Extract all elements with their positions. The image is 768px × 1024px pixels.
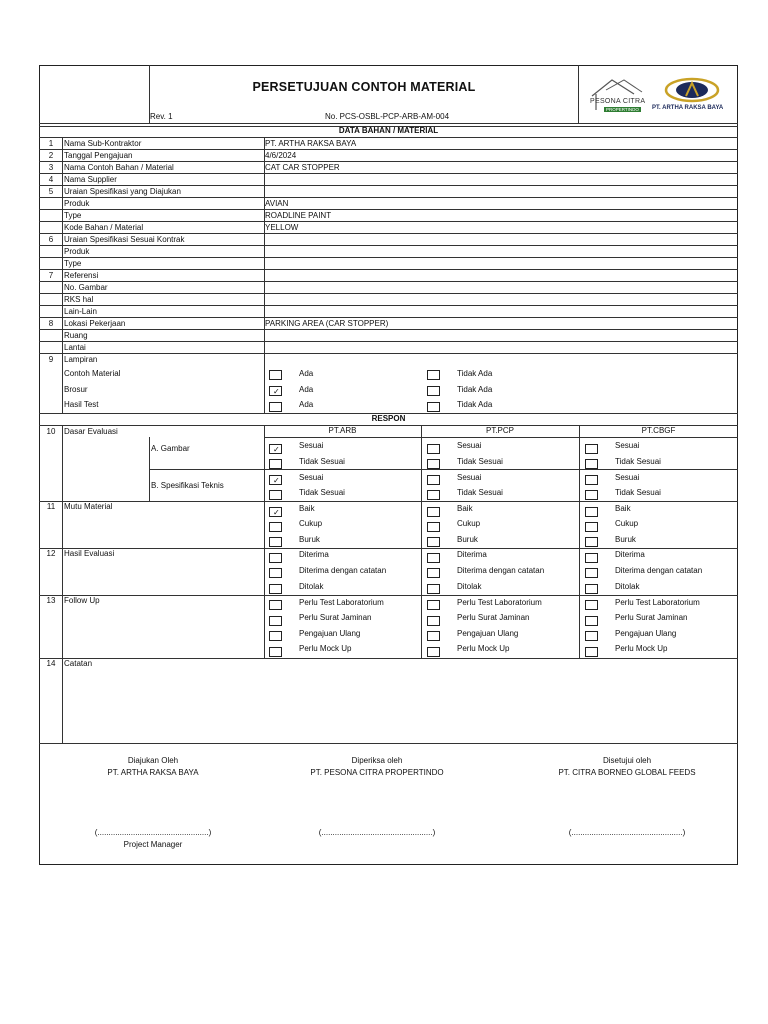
checkbox-cbgf-quality-cukup[interactable] [585, 522, 598, 532]
label-tech-spec: B. Spesifikasi Teknis [151, 481, 224, 490]
option-tidak-ada: Tidak Ada [457, 400, 493, 409]
checkbox-arb-followup-ulang[interactable] [269, 631, 282, 641]
value-type: ROADLINE PAINT [265, 211, 332, 220]
checkbox-pcp-result-diterima-catatan[interactable] [427, 568, 440, 578]
option-ada: Ada [299, 385, 314, 394]
label-follow-up: Follow Up [64, 596, 100, 605]
label-test-result: Hasil Test [64, 400, 99, 409]
signature-3-line: (..................................................) [568, 828, 686, 837]
option-cukup: Cukup [457, 519, 481, 528]
checkbox-pcp-quality-buruk[interactable] [427, 537, 440, 547]
label-contract-spec: Uraian Spesifikasi Sesuai Kontrak [64, 235, 185, 244]
label-rks: RKS hal [64, 295, 94, 304]
option-baik: Baik [457, 504, 473, 513]
signature-2-role: Diperiksa oleh [351, 756, 403, 765]
row-number: 9 [48, 355, 54, 364]
checkbox-cbgf-drawing-sesuai[interactable] [585, 444, 598, 454]
option-resubmission: Pengajuan Ulang [299, 629, 361, 638]
label-floor: Lantai [64, 343, 86, 352]
option-resubmission: Pengajuan Ulang [615, 629, 677, 638]
signature-1-role: Diajukan Oleh [127, 756, 179, 765]
label-contract-product: Produk [64, 247, 90, 256]
option-tidak-sesuai: Tidak Sesuai [299, 457, 345, 466]
row-number: 6 [48, 235, 54, 244]
value-sub-contractor: PT. ARTHA RAKSA BAYA [265, 139, 357, 148]
row-number: 11 [46, 502, 56, 511]
page-title: PERSETUJUAN CONTOH MATERIAL [252, 80, 476, 94]
option-lab-test: Perlu Test Laboratorium [615, 598, 700, 607]
column-header-arb: PT.ARB [328, 426, 357, 435]
value-product: AVIAN [265, 199, 289, 208]
option-tidak-ada: Tidak Ada [457, 369, 493, 378]
option-sesuai: Sesuai [299, 473, 324, 482]
label-material-name: Nama Contoh Bahan / Material [64, 163, 174, 172]
checkbox-arb-spec-sesuai[interactable] [269, 475, 282, 485]
row-number: 5 [48, 187, 54, 196]
label-contract-type: Type [64, 259, 82, 268]
value-material-name: CAT CAR STOPPER [265, 163, 340, 172]
pesona-logo-subtext: PROPERTINDO [606, 107, 639, 112]
check-mark-icon: ✓ [273, 508, 280, 517]
label-material-quality: Mutu Material [64, 502, 113, 511]
label-submission-date: Tanggal Pengajuan [64, 151, 133, 160]
row-number: 8 [48, 319, 54, 328]
artha-logo-text: PT. ARTHA RAKSA BAYA [652, 105, 724, 111]
checkbox-arb-drawing-tidak-sesuai[interactable] [269, 459, 282, 469]
option-diterima: Diterima [457, 550, 487, 559]
label-material-code: Kode Bahan / Material [64, 223, 144, 232]
checkbox-arb-drawing-sesuai[interactable] [269, 444, 282, 454]
option-sesuai: Sesuai [299, 441, 324, 450]
option-tidak-sesuai: Tidak Sesuai [457, 488, 503, 497]
checkbox-pcp-spec-sesuai[interactable] [427, 475, 440, 485]
label-attachments: Lampiran [64, 355, 98, 364]
pesona-logo-text: PESONA CITRA [590, 98, 646, 105]
row-number: 1 [48, 139, 54, 148]
label-others: Lain-Lain [64, 307, 97, 316]
artha-raksa-baya-logo [650, 76, 734, 118]
option-diterima: Diterima [299, 550, 329, 559]
checkbox-pcp-drawing-tidak-sesuai[interactable] [427, 459, 440, 469]
option-ada: Ada [299, 369, 314, 378]
option-lab-test: Perlu Test Laboratorium [299, 598, 384, 607]
option-diterima-catatan: Diterima dengan catatan [615, 566, 703, 575]
option-cukup: Cukup [615, 519, 639, 528]
section-data-title: DATA BAHAN / MATERIAL [338, 126, 439, 135]
row-number: 7 [48, 271, 54, 280]
value-work-location: PARKING AREA (CAR STOPPER) [265, 319, 389, 328]
label-material-sample: Contoh Material [64, 369, 121, 378]
label-reference: Referensi [64, 271, 99, 280]
option-mock-up: Perlu Mock Up [457, 644, 510, 653]
option-mock-up: Perlu Mock Up [299, 644, 352, 653]
column-header-pcp: PT.PCP [485, 426, 514, 435]
checkbox-sample-tidak-ada[interactable] [427, 370, 440, 380]
notes-area[interactable] [64, 670, 736, 740]
value-submission-date: 4/6/2024 [265, 151, 297, 160]
checkbox-arb-followup-jaminan[interactable] [269, 616, 282, 626]
option-diterima-catatan: Diterima dengan catatan [457, 566, 545, 575]
checkbox-pcp-drawing-sesuai[interactable] [427, 444, 440, 454]
checkbox-pcp-result-ditolak[interactable] [427, 584, 440, 594]
row-number: 14 [46, 659, 56, 668]
checkbox-cbgf-followup-lab[interactable] [585, 600, 598, 610]
label-drawing: A. Gambar [151, 444, 190, 453]
checkbox-pcp-quality-cukup[interactable] [427, 522, 440, 532]
checkbox-brochure-tidak-ada[interactable] [427, 386, 440, 396]
label-sub-contractor: Nama Sub-Kontraktor [64, 139, 142, 148]
checkbox-test-ada[interactable] [269, 402, 282, 412]
signature-1-company: PT. ARTHA RAKSA BAYA [107, 768, 199, 777]
option-tidak-sesuai: Tidak Sesuai [615, 488, 661, 497]
checkbox-sample-ada[interactable] [269, 370, 282, 380]
label-supplier: Nama Supplier [64, 175, 117, 184]
checkbox-cbgf-result-diterima-catatan[interactable] [585, 568, 598, 578]
check-mark-icon: ✓ [273, 476, 280, 485]
option-tidak-ada: Tidak Ada [457, 385, 493, 394]
label-room: Ruang [64, 331, 88, 340]
check-mark-icon: ✓ [273, 445, 280, 454]
signature-1-line: (..................................................) [94, 828, 212, 837]
label-submitted-spec: Uraian Spesifikasi yang Diajukan [64, 187, 181, 196]
option-ditolak: Ditolak [457, 582, 482, 591]
checkbox-cbgf-followup-ulang[interactable] [585, 631, 598, 641]
option-buruk: Buruk [457, 535, 478, 544]
option-diterima-catatan: Diterima dengan catatan [299, 566, 387, 575]
checkbox-cbgf-result-diterima[interactable] [585, 553, 598, 563]
option-mock-up: Perlu Mock Up [615, 644, 668, 653]
row-number: 3 [48, 163, 54, 172]
checkbox-arb-result-diterima-catatan[interactable] [269, 568, 282, 578]
signature-3-role: Disetujui oleh [602, 756, 652, 765]
label-work-location: Lokasi Pekerjaan [64, 319, 126, 328]
checkbox-test-tidak-ada[interactable] [427, 402, 440, 412]
option-guarantee-letter: Perlu Surat Jaminan [299, 613, 372, 622]
checkbox-pcp-followup-mockup[interactable] [427, 647, 440, 657]
checkbox-arb-result-ditolak[interactable] [269, 584, 282, 594]
checkbox-brochure-ada[interactable] [269, 386, 282, 396]
checkbox-cbgf-spec-tidak-sesuai[interactable] [585, 490, 598, 500]
option-guarantee-letter: Perlu Surat Jaminan [457, 613, 530, 622]
option-baik: Baik [615, 504, 631, 513]
revision-label: Rev. 1 [150, 112, 173, 121]
row-number: 13 [46, 596, 56, 605]
checkbox-cbgf-followup-mockup[interactable] [585, 647, 598, 657]
checkbox-cbgf-result-ditolak[interactable] [585, 584, 598, 594]
document-number: No. PCS-OSBL-PCP-ARB-AM-004 [325, 112, 450, 121]
checkbox-arb-quality-cukup[interactable] [269, 522, 282, 532]
label-product: Produk [64, 199, 90, 208]
option-cukup: Cukup [299, 519, 323, 528]
option-buruk: Buruk [615, 535, 636, 544]
option-tidak-sesuai: Tidak Sesuai [299, 488, 345, 497]
value-material-code: YELLOW [265, 223, 299, 232]
checkbox-cbgf-spec-sesuai[interactable] [585, 475, 598, 485]
row-number: 12 [46, 549, 56, 558]
checkbox-cbgf-quality-buruk[interactable] [585, 537, 598, 547]
checkbox-cbgf-quality-baik[interactable] [585, 507, 598, 517]
checkbox-arb-quality-buruk[interactable] [269, 537, 282, 547]
pesona-citra-logo [584, 76, 650, 116]
option-sesuai: Sesuai [457, 441, 482, 450]
option-ditolak: Ditolak [615, 582, 640, 591]
option-sesuai: Sesuai [615, 441, 640, 450]
checkbox-pcp-result-diterima[interactable] [427, 553, 440, 563]
option-baik: Baik [299, 504, 315, 513]
checkbox-pcp-quality-baik[interactable] [427, 507, 440, 517]
checkbox-arb-spec-tidak-sesuai[interactable] [269, 490, 282, 500]
respon-title: RESPON [371, 414, 406, 423]
signature-1-title: Project Manager [123, 840, 183, 849]
column-header-cbgf: PT.CBGF [641, 426, 676, 435]
option-sesuai: Sesuai [615, 473, 640, 482]
option-tidak-sesuai: Tidak Sesuai [457, 457, 503, 466]
option-guarantee-letter: Perlu Surat Jaminan [615, 613, 688, 622]
row-number: 4 [48, 175, 54, 184]
signature-3-company: PT. CITRA BORNEO GLOBAL FEEDS [558, 768, 696, 777]
option-sesuai: Sesuai [457, 473, 482, 482]
signature-2-company: PT. PESONA CITRA PROPERTINDO [310, 768, 444, 777]
label-type: Type [64, 211, 82, 220]
check-mark-icon: ✓ [273, 387, 280, 396]
label-evaluation-basis: Dasar Evaluasi [64, 427, 118, 436]
row-number: 10 [46, 427, 56, 436]
option-buruk: Buruk [299, 535, 320, 544]
checkbox-cbgf-drawing-tidak-sesuai[interactable] [585, 459, 598, 469]
option-diterima: Diterima [615, 550, 645, 559]
label-notes: Catatan [64, 659, 93, 668]
checkbox-cbgf-followup-jaminan[interactable] [585, 616, 598, 626]
signature-2-line: (..................................................) [318, 828, 436, 837]
label-drawing-no: No. Gambar [64, 283, 108, 292]
option-tidak-sesuai: Tidak Sesuai [615, 457, 661, 466]
label-brochure: Brosur [64, 385, 88, 394]
checkbox-arb-quality-baik[interactable] [269, 507, 282, 517]
checkbox-pcp-followup-jaminan[interactable] [427, 616, 440, 626]
label-evaluation-result: Hasil Evaluasi [64, 549, 115, 558]
checkbox-arb-result-diterima[interactable] [269, 553, 282, 563]
checkbox-pcp-followup-ulang[interactable] [427, 631, 440, 641]
option-lab-test: Perlu Test Laboratorium [457, 598, 542, 607]
option-ada: Ada [299, 400, 314, 409]
row-number: 2 [48, 151, 54, 160]
option-ditolak: Ditolak [299, 582, 324, 591]
header-divider-right [578, 65, 579, 123]
checkbox-pcp-spec-tidak-sesuai[interactable] [427, 490, 440, 500]
checkbox-arb-followup-lab[interactable] [269, 600, 282, 610]
checkbox-arb-followup-mockup[interactable] [269, 647, 282, 657]
option-resubmission: Pengajuan Ulang [457, 629, 519, 638]
checkbox-pcp-followup-lab[interactable] [427, 600, 440, 610]
